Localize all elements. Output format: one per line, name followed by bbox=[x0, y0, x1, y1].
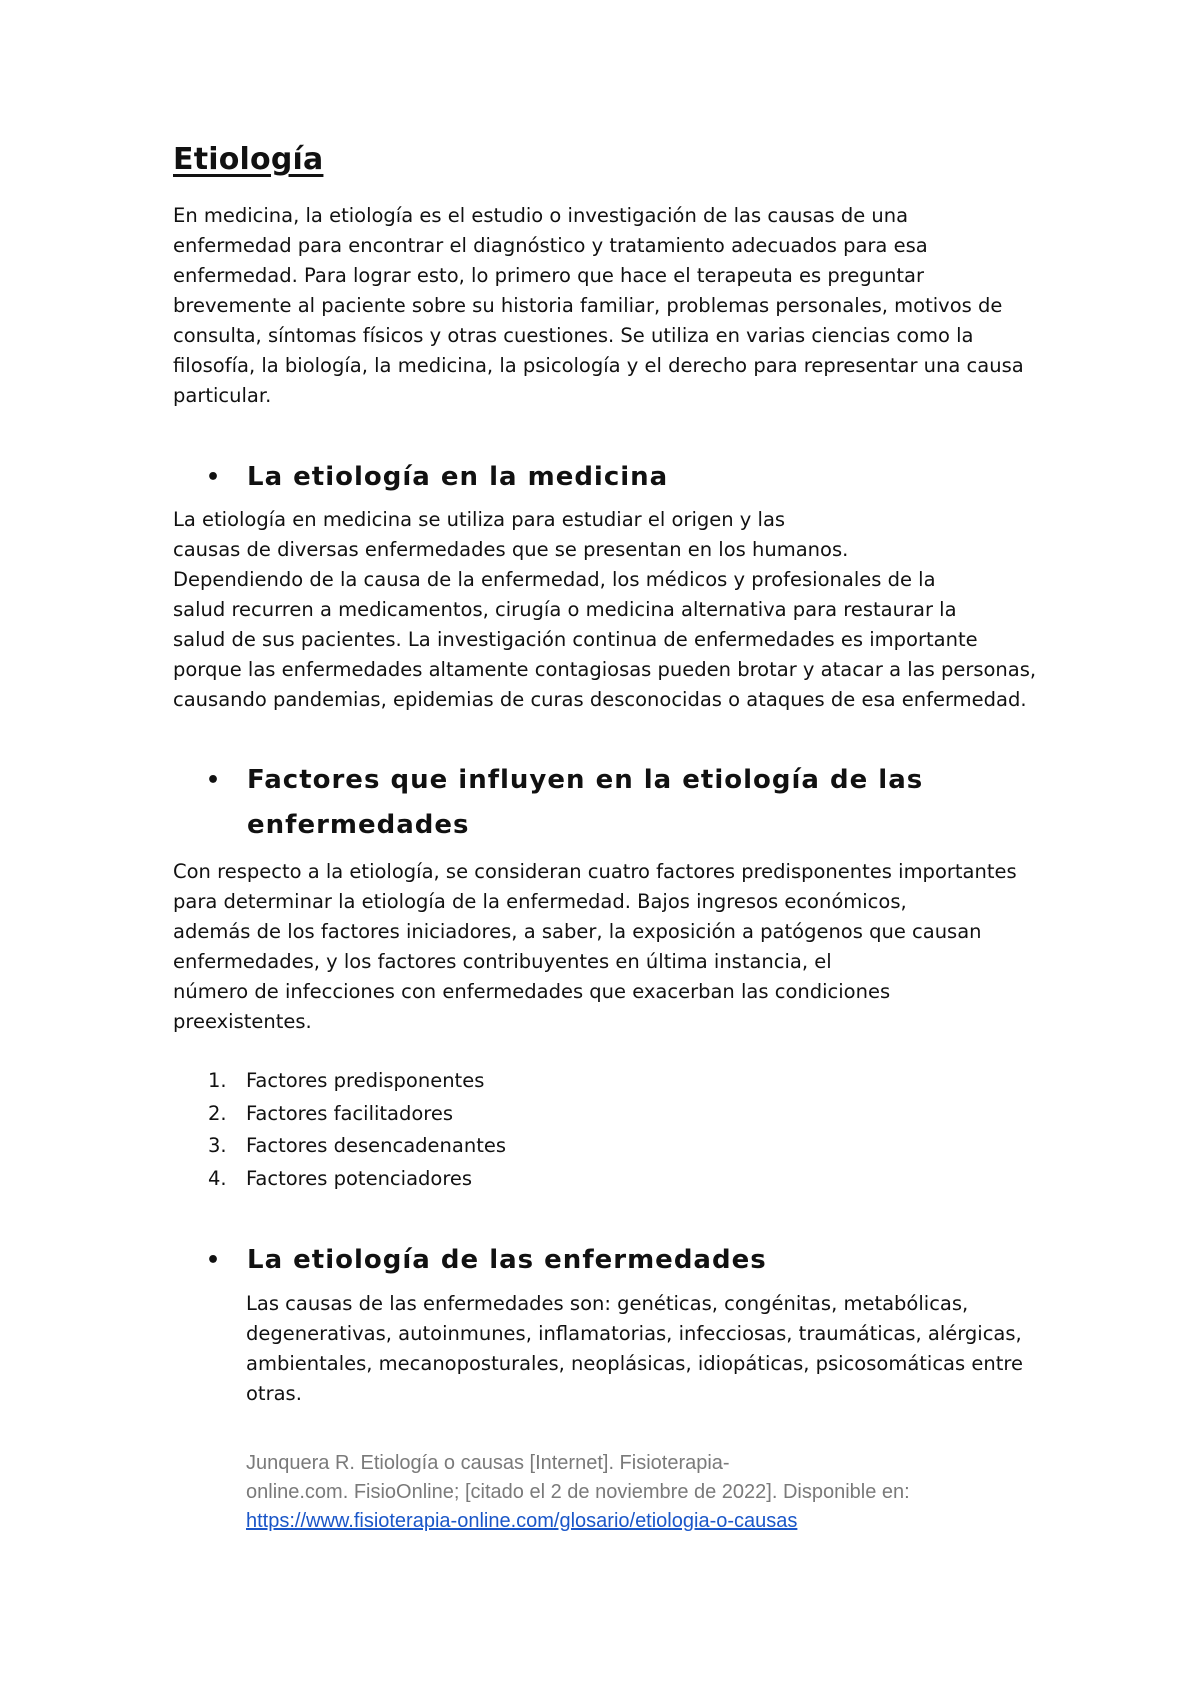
reference-citation bbox=[246, 1449, 910, 1536]
text-line: filosofía, la biología, la medicina, la psicología y el derecho para representar una causa bbox=[173, 354, 1024, 377]
heading-text: La etiología de las enfermedades bbox=[247, 1245, 767, 1275]
heading-text: Factores que influyen en la etiología de las bbox=[247, 765, 924, 795]
section-paragraph-enfermedades bbox=[246, 1289, 1126, 1409]
text-line: En medicina, la etiología es el estudio o investigación de las causas de una bbox=[173, 204, 909, 227]
list-number: 4. bbox=[208, 1166, 227, 1190]
text-line: para determinar la etiología de la enfermedad. Bajos ingresos económicos, bbox=[173, 890, 907, 913]
section-paragraph-medicina bbox=[173, 505, 1053, 715]
reference-link[interactable]: https://www.fisioterapia-online.com/glosario/etiologia-o-causas bbox=[246, 1510, 798, 1532]
text-line: salud recurren a medicamentos, cirugía o medicina alternativa para restaurar la bbox=[173, 598, 957, 621]
text-line: número de infecciones con enfermedades que exacerban las condiciones bbox=[173, 980, 891, 1003]
text-line: causas de diversas enfermedades que se presentan en los humanos. bbox=[173, 538, 849, 561]
list-text: Factores predisponentes bbox=[246, 1069, 485, 1092]
list-text: Factores facilitadores bbox=[246, 1101, 454, 1125]
text-line: enfermedad para encontrar el diagnóstico y tratamiento adecuados para esa bbox=[173, 234, 928, 257]
list-text: Factores potenciadores bbox=[246, 1166, 473, 1190]
section-heading-enfermedades bbox=[206, 1238, 767, 1283]
text-line: Con respecto a la etiología, se consideran cuatro factores predisponentes importantes bbox=[173, 860, 1017, 883]
list-text: Factores desencadenantes bbox=[246, 1134, 507, 1157]
section-heading-medicina bbox=[206, 455, 668, 500]
bullet-icon: • bbox=[206, 1248, 222, 1273]
text-line: enfermedades, y los factores contribuyentes en última instancia, el bbox=[173, 950, 832, 973]
text-line: porque las enfermedades altamente contagiosas pueden brotar y atacar a las personas, bbox=[173, 658, 1037, 681]
text-line: La etiología en medicina se utiliza para estudiar el origen y las bbox=[173, 508, 786, 531]
text-line: Dependiendo de la causa de la enfermedad, los médicos y profesionales de la bbox=[173, 568, 936, 591]
bullet-icon: • bbox=[206, 768, 222, 793]
section-paragraph-factores bbox=[173, 857, 1053, 1037]
bullet-icon: • bbox=[206, 465, 222, 490]
list-number: 1. bbox=[208, 1069, 227, 1092]
text-line: ambientales, mecanoposturales, neoplásicas, idiopáticas, psicosomáticas entre bbox=[246, 1352, 1023, 1375]
list-number: 2. bbox=[208, 1101, 227, 1125]
reference-line: Junquera R. Etiología o causas [Internet]. Fisioterapia- bbox=[246, 1452, 730, 1474]
text-line: preexistentes. bbox=[173, 1010, 312, 1033]
section-heading-factores bbox=[206, 758, 923, 848]
text-line: enfermedad. Para lograr esto, lo primero que hace el terapeuta es preguntar bbox=[173, 264, 925, 287]
text-line: degenerativas, autoinmunes, inflamatorias, infecciosas, traumáticas, alérgicas, bbox=[246, 1322, 1022, 1345]
text-line: salud de sus pacientes. La investigación continua de enfermedades es importante bbox=[173, 628, 978, 651]
heading-text: La etiología en la medicina bbox=[247, 462, 669, 492]
text-line: brevemente al paciente sobre su historia familiar, problemas personales, motivos de bbox=[173, 294, 1003, 317]
reference-line: online.com. FisioOnline; [citado el 2 de noviembre de 2022]. Disponible en: bbox=[246, 1481, 910, 1503]
text-line: consulta, síntomas físicos y otras cuestiones. Se utiliza en varias ciencias como la bbox=[173, 324, 974, 347]
reference-link-line bbox=[246, 1507, 910, 1536]
text-line: particular. bbox=[173, 384, 272, 407]
list-number: 3. bbox=[208, 1134, 227, 1157]
document-title: Etiología bbox=[173, 142, 324, 177]
text-line: Las causas de las enfermedades son: genéticas, congénitas, metabólicas, bbox=[246, 1292, 969, 1315]
text-line: causando pandemias, epidemias de curas desconocidas o ataques de esa enfermedad. bbox=[173, 688, 1027, 711]
intro-paragraph bbox=[173, 201, 1053, 411]
heading-text: enfermedades bbox=[247, 810, 470, 840]
text-line: además de los factores iniciadores, a saber, la exposición a patógenos que causan bbox=[173, 920, 982, 943]
text-line: otras. bbox=[246, 1382, 302, 1405]
